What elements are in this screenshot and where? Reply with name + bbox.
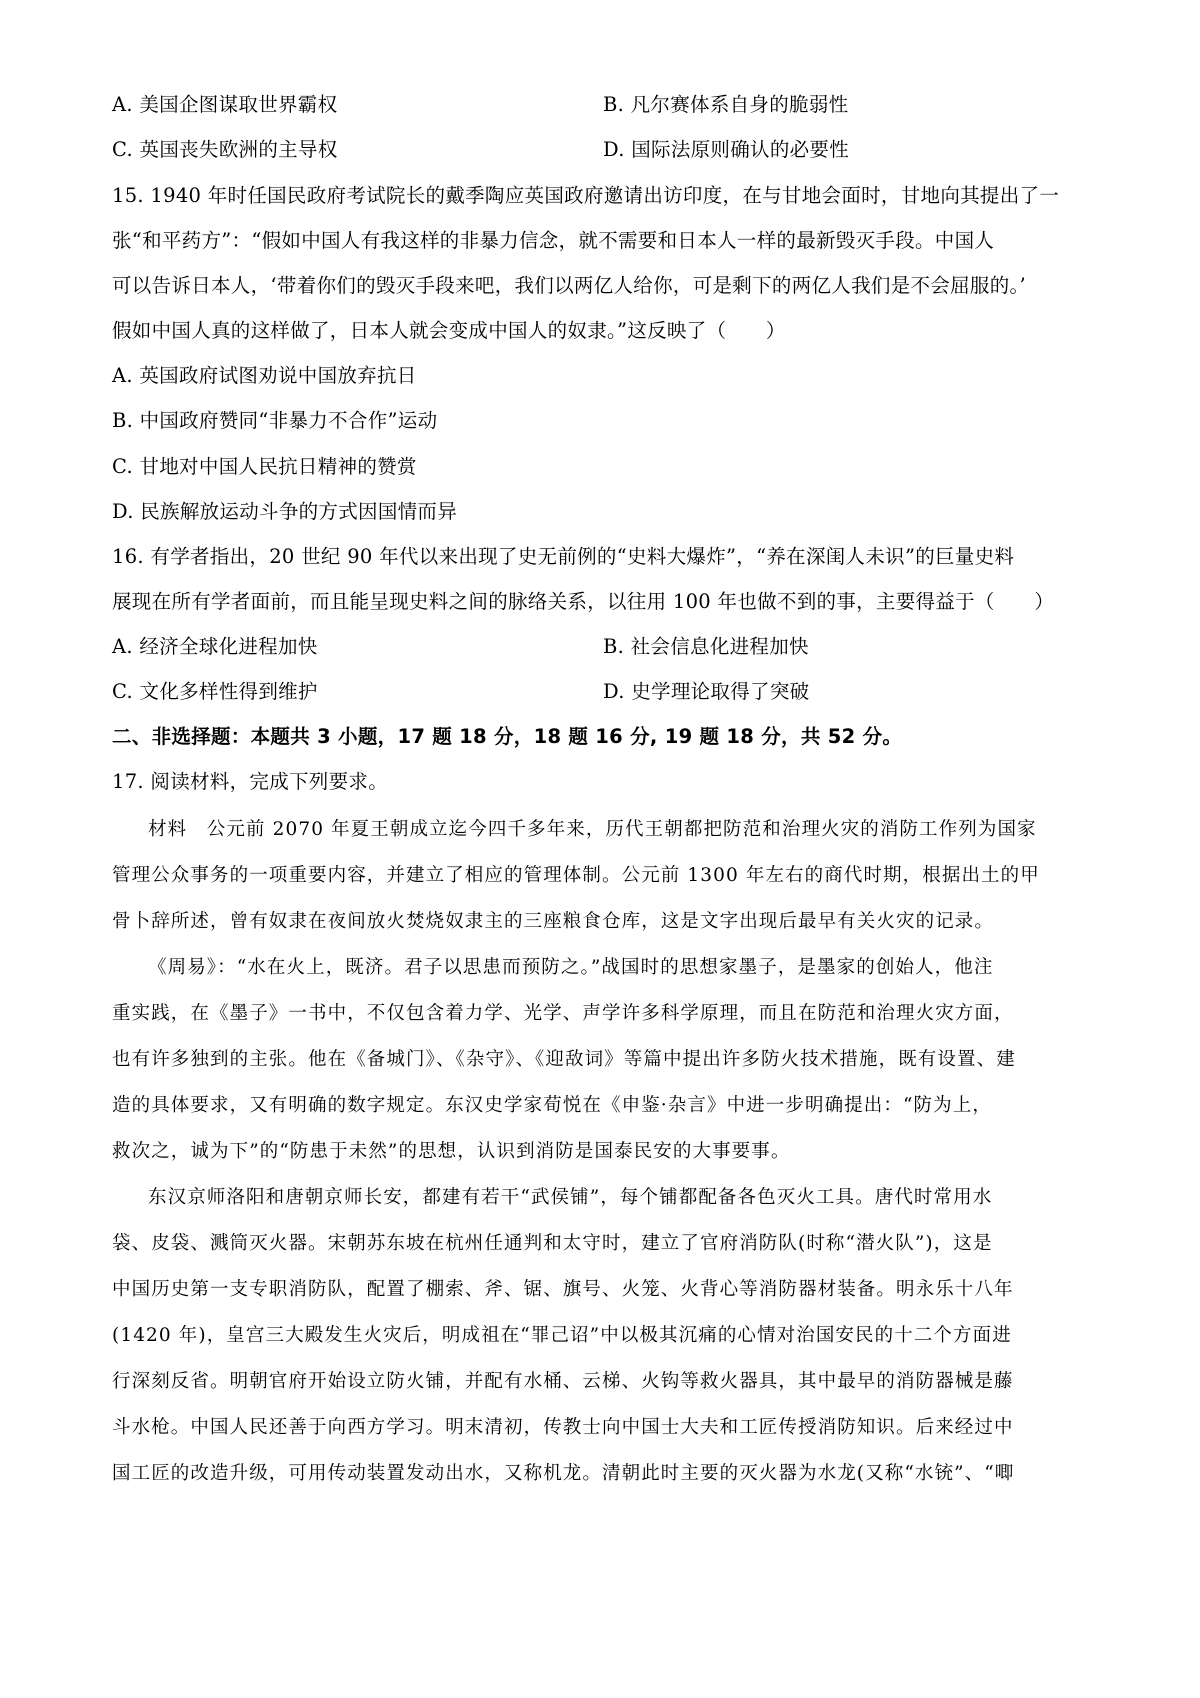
q16-option-c: C. 文化多样性得到维护 [112,680,318,703]
q14-option-c: C. 英国丧失欧洲的主导权 [112,138,338,161]
q16-option-d: D. 史学理论取得了突破 [603,680,810,703]
q17-material-line: 重实践，在《墨子》一书中，不仅包含着力学、光学、声学许多科学原理，而且在防范和治理火灾方面， [112,1003,1014,1024]
q17-material-line: 国工匠的改造升级，可用传动装置发动出水，又称机龙。清朝此时主要的灭火器为水龙(又称“水铳”、“唧 [112,1463,1015,1484]
q15-stem-line: 可以告诉日本人，‘带着你们的毁灭手段来吧，我们以两亿人给你，可是剩下的两亿人我们是不会屈服的。’ [112,274,1027,297]
q15-stem-line: 张“和平药方”：“假如中国人有我这样的非暴力信念，就不需要和日本人一样的最新毁灭手段。中国人 [112,229,995,252]
q17-material-line: 中国历史第一支专职消防队，配置了棚索、斧、锯、旗号、火笼、火背心等消防器材装备。明永乐十八年 [112,1279,1014,1300]
q15-stem-line: 假如中国人真的这样做了，日本人就会变成中国人的奴隶。”这反映了（ ） [112,319,786,342]
q17-material-line: 东汉京师洛阳和唐朝京师长安，都建有若干“武侯铺”，每个铺都配备各色灭火工具。唐代时常用水 [148,1187,993,1208]
q15-option-a: A. 英国政府试图劝说中国放弃抗日 [112,364,417,387]
q17-material-line: 行深刻反省。明朝官府开始设立防火铺，并配有水桶、云梯、火钩等救火器具，其中最早的消防器械是藤 [112,1371,1014,1392]
q17-material-line: 袋、皮袋、溅筒灭火器。宋朝苏东坡在杭州任通判和太守时，建立了官府消防队(时称“潜火队”)，这是 [112,1233,993,1254]
q15-option-b: B. 中国政府赞同“非暴力不合作”运动 [112,409,438,432]
q17-material-line: 斗水枪。中国人民还善于向西方学习。明末清初，传教士向中国士大夫和工匠传授消防知识。后来经过中 [112,1417,1014,1438]
q17-material-line: 《周易》：“水在火上，既济。君子以思患而预防之。”战国时的思想家墨子，是墨家的创始人，他注 [148,957,994,978]
q14-option-b: B. 凡尔赛体系自身的脆弱性 [603,93,849,116]
q17-material-line: (1420 年)，皇宫三大殿发生火灾后，明成祖在“罪己诏”中以极其沉痛的心情对治国安民的十二个方面进 [112,1325,1012,1346]
q15-stem-line: 15. 1940 年时任国民政府考试院长的戴季陶应英国政府邀请出访印度，在与甘地会面时，甘地向其提出了一 [112,184,1060,207]
q14-option-a: A. 美国企图谋取世界霸权 [112,93,338,116]
q17-stem: 17. 阅读材料，完成下列要求。 [112,770,389,793]
q17-material-line: 也有许多独到的主张。他在《备城门》、《杂守》、《迎敌词》等篇中提出许多防火技术措施，既有设置、建 [112,1049,1016,1070]
q15-option-c: C. 甘地对中国人民抗日精神的赞赏 [112,455,417,478]
q16-stem-line: 展现在所有学者面前，而且能呈现史料之间的脉络关系，以往用 100 年也做不到的事，主要得益于（ ） [112,590,1055,613]
q17-material-line: 救次之，诚为下”的“防患于未然”的思想，认识到消防是国泰民安的大事要事。 [112,1141,791,1162]
q14-option-d: D. 国际法原则确认的必要性 [603,138,850,161]
q17-material-line: 管理公众事务的一项重要内容，并建立了相应的管理体制。公元前 1300 年左右的商代时期，根据出土的甲 [112,865,1040,886]
q16-stem-line: 16. 有学者指出，20 世纪 90 年代以来出现了史无前例的“史料大爆炸”，“养在深闺人未识”的巨量史料 [112,545,1015,568]
q16-option-a: A. 经济全球化进程加快 [112,635,318,658]
q17-material-line: 造的具体要求，又有明确的数字规定。东汉史学家荀悦在《申鉴·杂言》中进一步明确提出：“防为上， [112,1095,992,1116]
q16-option-b: B. 社会信息化进程加快 [603,635,809,658]
q17-material-line: 材料 公元前 2070 年夏王朝成立迄今四千多年来，历代王朝都把防范和治理火灾的消防工作列为国家 [148,819,1037,840]
q15-option-d: D. 民族解放运动斗争的方式因国情而异 [112,500,458,523]
section2-heading: 二、非选择题：本题共 3 小题，17 题 18 分，18 题 16 分, 19 题 18 分，共 52 分。 [112,725,903,748]
q17-material-line: 骨卜辞所述，曾有奴隶在夜间放火焚烧奴隶主的三座粮食仓库，这是文字出现后最早有关火灾的记录。 [112,911,995,932]
